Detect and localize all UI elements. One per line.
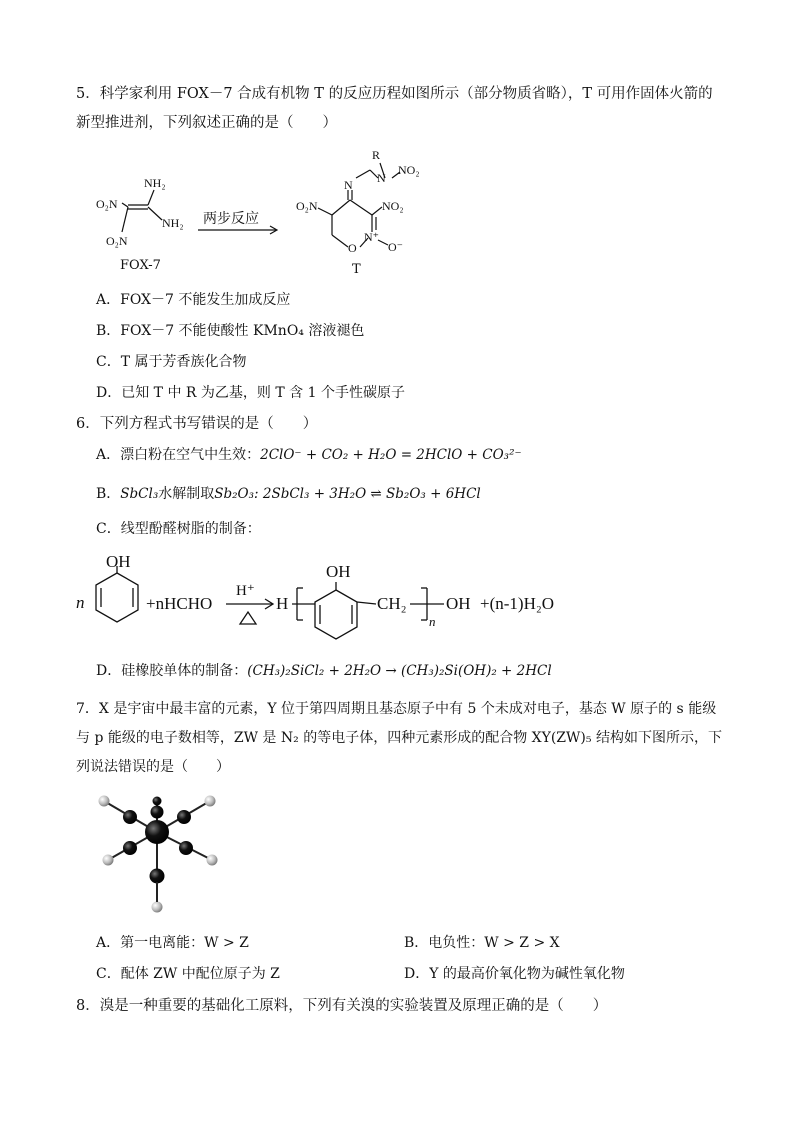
t-o-ring: O — [348, 241, 357, 255]
q7-option-a[interactable]: A．第一电离能：W > Z — [96, 935, 249, 951]
t-no2-ring: NO₂ — [382, 199, 404, 213]
fox7-label: FOX-7 — [120, 258, 161, 273]
t-r-group: R — [372, 148, 381, 162]
q7-option-b[interactable]: B．电负性：W > Z > X — [404, 935, 560, 951]
q5-option-a[interactable]: A．FOX－7 不能发生加成反应 — [96, 292, 291, 308]
eq-h-end: H — [276, 594, 289, 613]
q6-b-prefix: B． — [96, 486, 121, 502]
q7-option-c[interactable]: C．配体 ZW 中配位原子为 Z — [96, 966, 280, 982]
q7-stem-line2: 与 p 能级的电子数相等，ZW 是 N₂ 的等电子体，四种元素形成的配合物 XY(ZW)₅ 结构如下图所示，下 — [76, 730, 722, 746]
eq-ch2: CH₂ — [377, 594, 407, 613]
eq-catalyst: H⁺ — [236, 583, 255, 599]
q5-option-d[interactable]: D．已知 T 中 R 为乙基，则 T 含 1 个手性碳原子 — [96, 385, 405, 401]
t-o2n-ring: O₂N — [296, 199, 318, 213]
eq-plus-hcho: +nHCHO — [146, 594, 213, 613]
q5-option-b[interactable]: B．FOX－7 不能使酸性 KMnO₄ 溶液褪色 — [96, 323, 365, 339]
q7-stem-line3: 列说法错误的是（ ） — [76, 759, 230, 775]
fox7-nh2-right: NH₂ — [162, 216, 184, 230]
q6-stem: 6．下列方程式书写错误的是（ ） — [76, 416, 318, 432]
t-n-amine: N — [377, 171, 386, 185]
t-no2-top: NO₂ — [398, 163, 420, 177]
eq-oh-end: OH — [446, 594, 471, 613]
eq-phenol-oh: OH — [106, 552, 131, 571]
fox7-o2n-bottom: O₂N — [106, 234, 128, 248]
q6-b-mid: 水解制取 — [158, 486, 215, 502]
eq-product-oh: OH — [326, 562, 351, 581]
q6-a-equation: 2ClO⁻ + CO₂ + H₂O = 2HClO + CO₃²⁻ — [260, 447, 522, 463]
q6-option-d[interactable] — [96, 661, 552, 681]
q6-option-b[interactable] — [96, 484, 481, 504]
t-n-imine: N — [344, 178, 353, 192]
t-o-minus: O⁻ — [388, 240, 403, 254]
eq-subscript-n: n — [429, 614, 436, 629]
fox7-nh2-top: NH₂ — [144, 176, 166, 190]
t-label: T — [352, 262, 361, 277]
q8-stem: 8．溴是一种重要的基础化工原料，下列有关溴的实验装置及原理正确的是（ ） — [76, 998, 608, 1014]
fox7-o2n-top: O₂N — [96, 197, 118, 211]
q6-d-text: D．硅橡胶单体的制备： — [96, 663, 248, 679]
q5-stem-line1: 5．科学家利用 FOX－7 合成有机物 T 的反应历程如图所示（部分物质省略），T 可用作固体火箭的 — [76, 86, 713, 102]
q6-d-equation: (CH₃)₂SiCl₂ + 2H₂O → (CH₃)₂Si(OH)₂ + 2HCl — [247, 663, 552, 679]
q6-b-equation: Sb₂O₃: 2SbCl₃ + 3H₂O ⇌ Sb₂O₃ + 6HCl — [214, 486, 481, 502]
t-n-plus: N⁺ — [364, 230, 379, 244]
eq-n-coefficient: n — [76, 593, 85, 612]
q6-b-formula: SbCl₃ — [120, 486, 159, 502]
q6-option-a[interactable] — [96, 445, 522, 465]
q6-a-text: A．漂白粉在空气中生效： — [96, 447, 261, 463]
q5-stem-line2: 新型推进剂，下列叙述正确的是（ ） — [76, 115, 337, 131]
q5-option-c[interactable]: C．T 属于芳香族化合物 — [96, 354, 247, 370]
q7-stem-line1: 7．X 是宇宙中最丰富的元素，Y 位于第四周期且基态原子中有 5 个未成对电子，基态 W 原子的 s 能级 — [76, 701, 717, 717]
eq-water: +(n-1)H₂O — [480, 594, 555, 613]
q6-option-c[interactable]: C．线型酚醛树脂的制备： — [96, 521, 261, 537]
q7-option-d[interactable]: D．Y 的最高价氧化物为碱性氧化物 — [404, 966, 625, 982]
reaction-arrow-label: 两步反应 — [203, 211, 259, 227]
